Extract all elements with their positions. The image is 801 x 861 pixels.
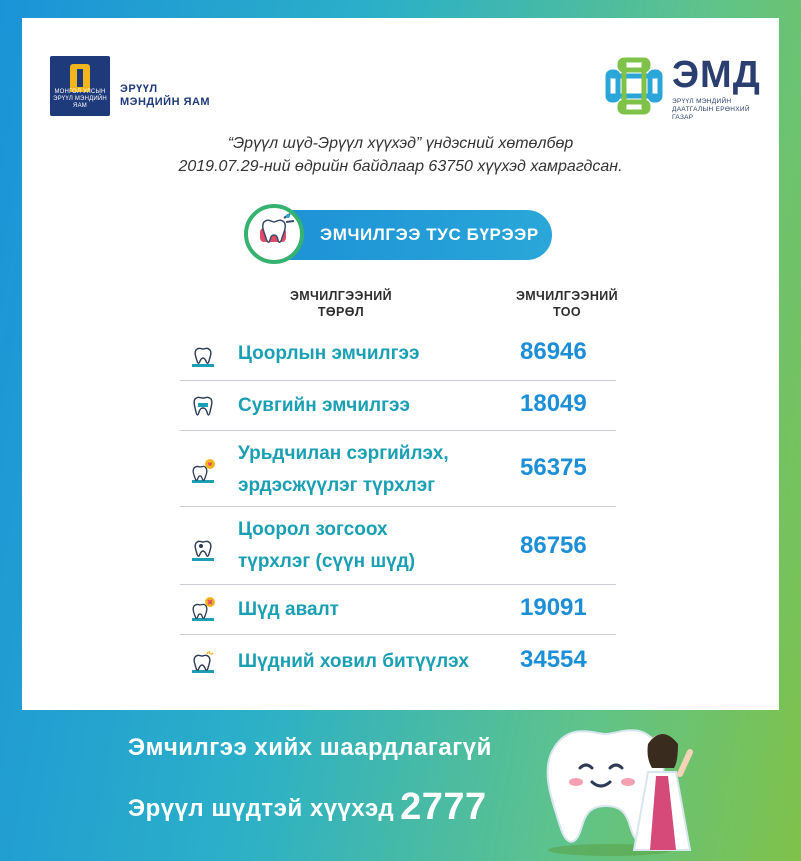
table-row	[180, 382, 616, 431]
healthy-teeth-label: Эрүүл шүдтэй хүүхэд	[128, 795, 395, 822]
ministry-name-line1: ЭРҮҮЛ	[120, 83, 158, 95]
table-row	[180, 432, 616, 507]
emd-subtitle: ЭРҮҮЛ МЭНДИЙН ДААТГАЛЫН ЕРӨНХИЙ ГАЗАР	[672, 98, 750, 121]
tooth-filling-icon	[190, 342, 216, 368]
treatment-type-line2: түрхлэг (сүүн шүд)	[238, 551, 416, 572]
treatment-type-label	[238, 440, 449, 500]
healthy-teeth-count: 2777	[400, 786, 487, 828]
ministry-name-line2: МЭНДИЙН ЯАМ	[120, 96, 211, 108]
treatment-count-value: 86756	[520, 532, 587, 559]
table-row	[180, 328, 616, 381]
tooth-sealant-icon	[190, 648, 216, 674]
intro-text	[22, 132, 779, 178]
treatment-type-label	[238, 516, 415, 576]
healthy-teeth-caption-line2	[128, 786, 487, 829]
column-header-type-line2: ТӨРӨЛ	[317, 305, 365, 319]
treatment-type-label: Цоорлын эмчилгээ	[238, 343, 420, 364]
treatment-count-value: 18049	[520, 390, 587, 417]
tooth-treatment-icon	[244, 204, 304, 264]
tooth-heart-icon	[190, 458, 216, 484]
column-header-type-line1: ЭМЧИЛГЭЭНИЙ	[289, 289, 393, 303]
treatment-count-value: 34554	[520, 646, 587, 673]
table-row	[180, 586, 616, 635]
treatment-type-label: Шүд авалт	[238, 599, 339, 620]
ministry-logo	[50, 56, 250, 118]
column-header-type	[266, 288, 416, 320]
table-row	[180, 636, 616, 688]
section-pill-label: ЭМЧИЛГЭЭ ТУС БҮРЭЭР	[320, 225, 539, 244]
emblem-caption: МОНГОЛ УЛСЫН ЭРҮҮЛ МЭНДИЙН ЯАМ	[53, 89, 107, 109]
treatment-type-line2: эрдэсжүүлэг түрхлэг	[238, 475, 436, 496]
tooth-extraction-icon	[190, 596, 216, 622]
soyombo-emblem-icon	[50, 56, 110, 116]
emd-logo	[602, 54, 772, 124]
healthy-teeth-caption-line1: Эмчилгээ хийх шаардлагагүй	[128, 734, 492, 761]
treatment-type-line1: Урьдчилан сэргийлэх,	[238, 443, 449, 464]
treatment-count-value: 86946	[520, 338, 587, 365]
treatment-count-value: 56375	[520, 454, 587, 481]
column-header-count-line2: ТОО	[553, 305, 581, 319]
intro-line1: “Эрүүл шүд-Эрүүл хүүхэд” үндэсний хөтөлбөр	[227, 135, 574, 152]
treatment-type-line1: Цоорол зогсоох	[238, 519, 388, 540]
tooth-root-canal-icon	[190, 394, 216, 420]
tooth-mascot-icon	[540, 712, 700, 857]
emd-title: ЭМД	[672, 54, 761, 96]
endless-knot-icon	[602, 54, 666, 118]
intro-line2: 2019.07.29-ний өдрийн байдлаар 63750 хүүхэд хамрагдсан.	[178, 158, 623, 175]
column-header-count	[492, 288, 642, 320]
table-row	[180, 508, 616, 585]
treatment-count-value: 19091	[520, 594, 587, 621]
info-card	[22, 18, 779, 710]
ministry-name	[120, 83, 210, 109]
tooth-cavity-icon	[190, 536, 216, 562]
column-header-count-line1: ЭМЧИЛГЭЭНИЙ	[515, 289, 619, 303]
section-pill	[248, 210, 552, 260]
treatment-type-label: Сувгийн эмчилгээ	[238, 395, 410, 416]
treatment-type-label: Шүдний ховил битүүлэх	[238, 651, 469, 672]
